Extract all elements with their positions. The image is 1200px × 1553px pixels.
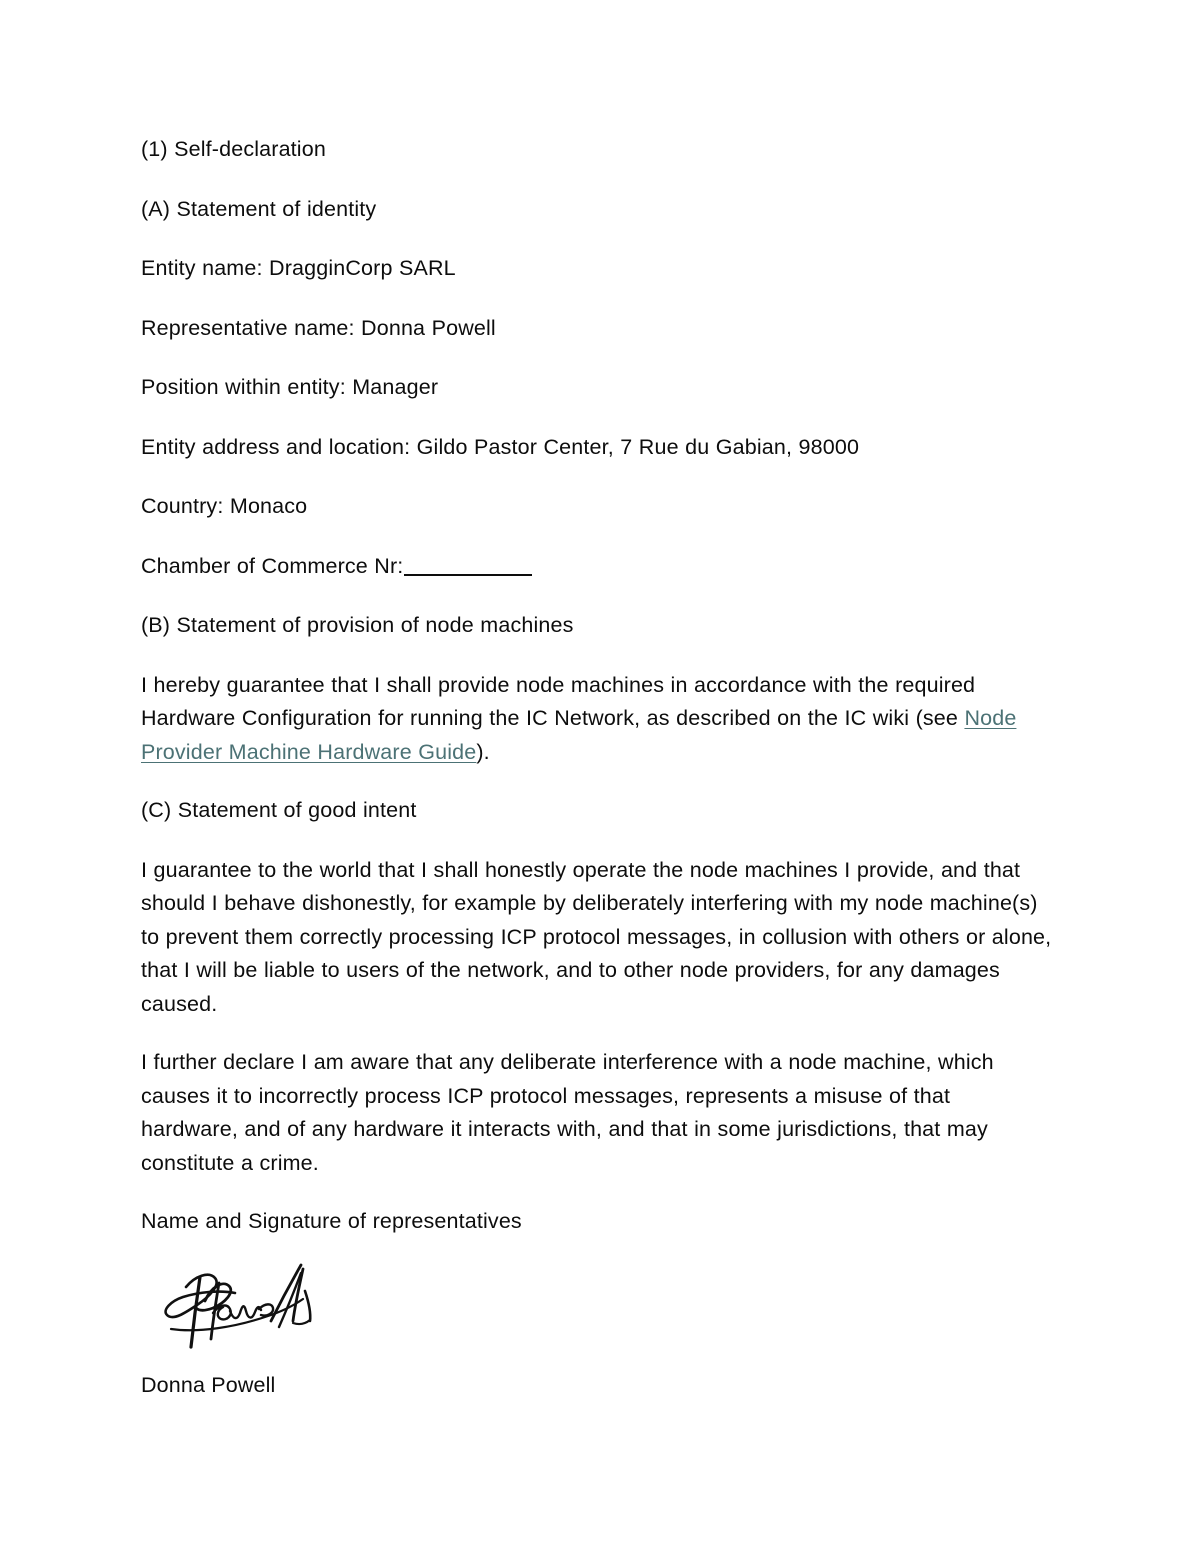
signature-block bbox=[141, 1265, 1053, 1369]
field-entity-name: Entity name: DragginCorp SARL bbox=[141, 256, 456, 280]
field-position-within-entity: Position within entity: Manager bbox=[141, 375, 439, 399]
field-entity-address: Entity address and location: Gildo Pastor Center, 7 Rue du Gabian, 98000 bbox=[141, 434, 860, 459]
provision-text-after-link: ). bbox=[476, 739, 490, 764]
good-intent-paragraph-2: I further declare I am aware that any deliberate interference with a node machine, which causes it to incorrectly process ICP protocol messages, represents a misuse of that hardware, and of any hardware it interacts with, and that in some jurisdictions, that may constitute a crime. bbox=[141, 1050, 994, 1175]
field-representative-name: Representative name: Donna Powell bbox=[141, 315, 496, 340]
provision-paragraph bbox=[141, 669, 1053, 770]
heading-section-a: (A) Statement of identity bbox=[141, 196, 377, 221]
heading-section-c: (C) Statement of good intent bbox=[141, 798, 417, 822]
heading-section-1: (1) Self-declaration bbox=[141, 137, 326, 161]
document-body bbox=[141, 133, 1053, 1402]
chamber-of-commerce-blank-input[interactable] bbox=[404, 574, 532, 576]
chamber-of-commerce-label: Chamber of Commerce Nr: bbox=[141, 553, 404, 578]
handwritten-signature-icon bbox=[153, 1261, 353, 1357]
signed-name: Donna Powell bbox=[141, 1372, 276, 1397]
provision-text-before-link: I hereby guarantee that I shall provide node machines in accordance with the required Hardware Configuration for running the IC Network, as described on the IC wiki (see bbox=[141, 672, 976, 730]
field-chamber-of-commerce bbox=[141, 550, 1053, 584]
node-provider-hardware-guide-link[interactable]: Node Provider Machine Hardware Guide bbox=[141, 706, 1017, 764]
good-intent-paragraph-1: I guarantee to the world that I shall honestly operate the node machines I provide, and that should I behave dishonestly, for example by deliberately interfering with my node machine(s) to prevent them correctly processing ICP protocol messages, in collusion with others or alone, that I will be liable to users of the network, and to other node providers, for any damages caused. bbox=[141, 857, 1052, 1016]
heading-section-b: (B) Statement of provision of node machines bbox=[141, 613, 574, 637]
signature-section-label: Name and Signature of representatives bbox=[141, 1209, 522, 1233]
field-country: Country: Monaco bbox=[141, 494, 308, 518]
